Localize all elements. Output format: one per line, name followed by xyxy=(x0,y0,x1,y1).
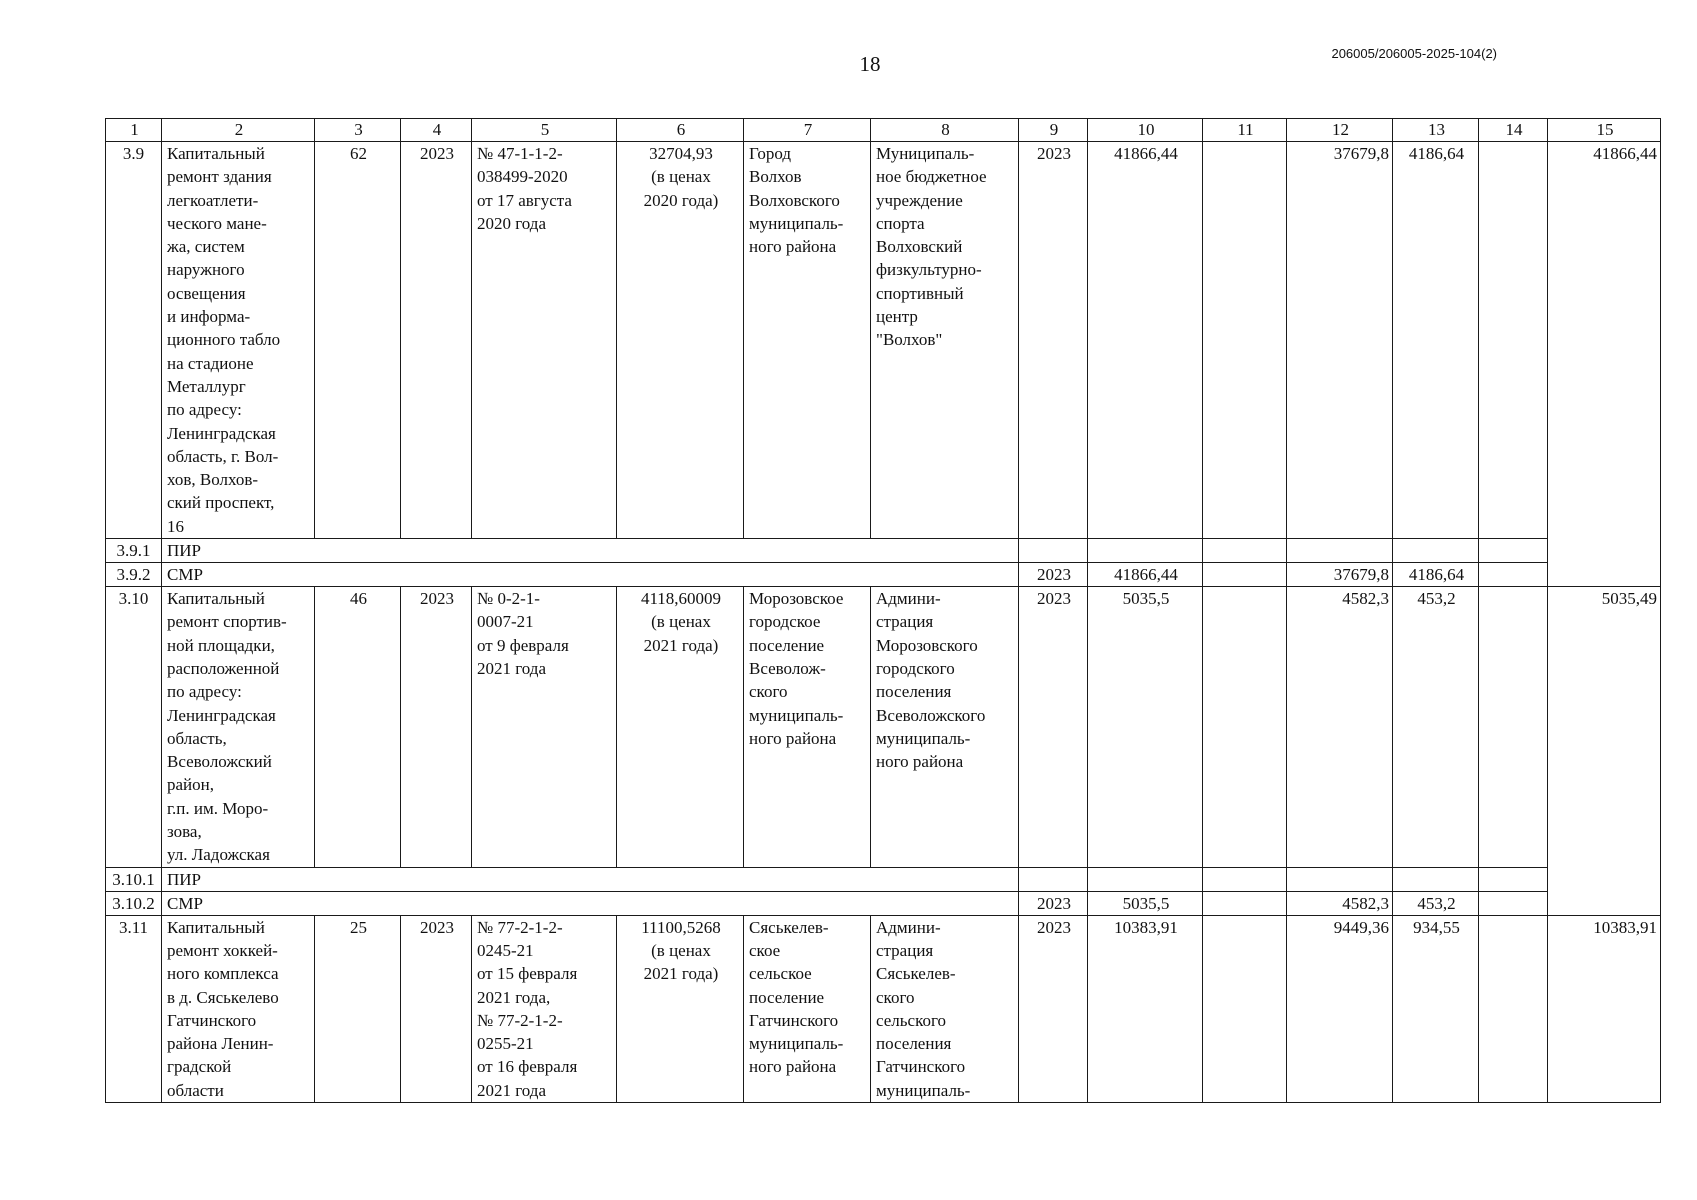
column-number: 15 xyxy=(1548,119,1661,142)
estimated-cost-cell: 11100,5268 (в ценах 2021 года) xyxy=(617,915,744,1102)
total-amount-cell: 10383,91 xyxy=(1088,915,1203,1102)
subrow-label-cell: ПИР xyxy=(162,867,1019,891)
subrow-value-cell xyxy=(1479,539,1548,563)
expertise-cell: № 47-1-1-2- 038499-2020 от 17 августа 2020 года xyxy=(472,142,617,539)
column-number-row xyxy=(106,119,1661,142)
amount-cell xyxy=(1479,915,1548,1102)
subrow-number-cell: 3.9.1 xyxy=(106,539,162,563)
object-name-cell: Капитальный ремонт спортив- ной площадки, расположенной по адресу: Ленинградская область, Всеволожский район, г.п. им. Моро- зова, ул. Ладожская xyxy=(162,587,315,868)
subrow-value-cell xyxy=(1203,563,1287,587)
document-code: 206005/206005-2025-104(2) xyxy=(1331,46,1497,61)
row-number-cell: 3.9 xyxy=(106,142,162,539)
column-number: 10 xyxy=(1088,119,1203,142)
customer-cell: Админи- страция Морозовского городского поселения Всеволожского муниципаль- ного района xyxy=(871,587,1019,868)
subrow-value-cell xyxy=(1088,539,1203,563)
subrow-label-cell: ПИР xyxy=(162,539,1019,563)
column-number: 11 xyxy=(1203,119,1287,142)
subrow-value-cell xyxy=(1203,891,1287,915)
subrow-value-cell xyxy=(1019,539,1088,563)
column-number: 7 xyxy=(744,119,871,142)
subrow xyxy=(106,539,1661,563)
limit-cell: 5035,49 xyxy=(1548,587,1661,916)
subrow-value-cell xyxy=(1479,867,1548,891)
subrow-value-cell xyxy=(1203,867,1287,891)
column-number: 14 xyxy=(1479,119,1548,142)
regional-budget-cell: 9449,36 xyxy=(1287,915,1393,1102)
subrow-value-cell xyxy=(1287,867,1393,891)
year-cell: 2023 xyxy=(401,587,472,868)
column-number: 3 xyxy=(315,119,401,142)
object-name-cell: Капитальный ремонт здания легкоатлети- ческого мане- жа, систем наружного освещения и информа- ционного табло на стадионе Металлург по адресу: Ленинградская область, г. Вол- хов, Волхов- ский проспект, 16 xyxy=(162,142,315,539)
municipality-cell: Морозовское городское поселение Всеволож- ского муниципаль- ного района xyxy=(744,587,871,868)
year-cell: 2023 xyxy=(1019,587,1088,868)
row-number-cell: 3.11 xyxy=(106,915,162,1102)
year-cell: 2023 xyxy=(1019,915,1088,1102)
expertise-cell: № 77-2-1-2- 0245-21 от 15 февраля 2021 года, № 77-2-1-2- 0255-21 от 16 февраля 2021 года xyxy=(472,915,617,1102)
subrow-value-cell xyxy=(1393,867,1479,891)
table-row xyxy=(106,915,1661,1102)
value-cell: 25 xyxy=(315,915,401,1102)
estimated-cost-cell: 4118,60009 (в ценах 2021 года) xyxy=(617,587,744,868)
expertise-cell: № 0-2-1- 0007-21 от 9 февраля 2021 года xyxy=(472,587,617,868)
column-number: 1 xyxy=(106,119,162,142)
total-amount-cell: 41866,44 xyxy=(1088,142,1203,539)
subrow-value-cell: 4582,3 xyxy=(1287,891,1393,915)
regional-budget-cell: 4582,3 xyxy=(1287,587,1393,868)
total-amount-cell: 5035,5 xyxy=(1088,587,1203,868)
municipality-cell: Город Волхов Волховского муниципаль- ного района xyxy=(744,142,871,539)
column-number: 12 xyxy=(1287,119,1393,142)
subrow-value-cell xyxy=(1287,539,1393,563)
page-number: 18 xyxy=(859,52,881,76)
subrow-label-cell: СМР xyxy=(162,563,1019,587)
subrow-value-cell xyxy=(1479,891,1548,915)
year-cell: 2023 xyxy=(401,142,472,539)
amount-cell xyxy=(1203,142,1287,539)
subrow xyxy=(106,867,1661,891)
column-number: 6 xyxy=(617,119,744,142)
customer-cell: Муниципаль- ное бюджетное учреждение спорта Волховский физкультурно- спортивный центр "Волхов" xyxy=(871,142,1019,539)
column-number: 2 xyxy=(162,119,315,142)
subrow xyxy=(106,891,1661,915)
column-number: 4 xyxy=(401,119,472,142)
limit-cell: 10383,91 xyxy=(1548,915,1661,1102)
subrow-value-cell: 41866,44 xyxy=(1088,563,1203,587)
value-cell: 46 xyxy=(315,587,401,868)
value-cell: 62 xyxy=(315,142,401,539)
subrow-value-cell: 5035,5 xyxy=(1088,891,1203,915)
subrow-value-cell: 2023 xyxy=(1019,563,1088,587)
subrow-label-cell: СМР xyxy=(162,891,1019,915)
column-number: 13 xyxy=(1393,119,1479,142)
table-row xyxy=(106,587,1661,868)
subrow xyxy=(106,563,1661,587)
subrow-value-cell: 453,2 xyxy=(1393,891,1479,915)
regional-budget-cell: 37679,8 xyxy=(1287,142,1393,539)
object-name-cell: Капитальный ремонт хоккей- ного комплекса в д. Сяськелево Гатчинского района Ленин- градской области xyxy=(162,915,315,1102)
year-cell: 2023 xyxy=(1019,142,1088,539)
municipality-cell: Сяськелев- ское сельское поселение Гатчинского муниципаль- ного района xyxy=(744,915,871,1102)
subrow-value-cell: 2023 xyxy=(1019,891,1088,915)
subrow-value-cell xyxy=(1088,867,1203,891)
subrow-value-cell: 4186,64 xyxy=(1393,563,1479,587)
amount-cell xyxy=(1203,915,1287,1102)
column-number: 5 xyxy=(472,119,617,142)
limit-cell: 41866,44 xyxy=(1548,142,1661,587)
investment-table xyxy=(105,118,1661,1103)
subrow-value-cell: 37679,8 xyxy=(1287,563,1393,587)
local-budget-cell: 934,55 xyxy=(1393,915,1479,1102)
column-number: 9 xyxy=(1019,119,1088,142)
subrow-value-cell xyxy=(1019,867,1088,891)
estimated-cost-cell: 32704,93 (в ценах 2020 года) xyxy=(617,142,744,539)
row-number-cell: 3.10 xyxy=(106,587,162,868)
year-cell: 2023 xyxy=(401,915,472,1102)
subrow-value-cell xyxy=(1203,539,1287,563)
subrow-value-cell xyxy=(1393,539,1479,563)
table-row xyxy=(106,142,1661,539)
amount-cell xyxy=(1479,587,1548,868)
column-number: 8 xyxy=(871,119,1019,142)
amount-cell xyxy=(1203,587,1287,868)
amount-cell xyxy=(1479,142,1548,539)
subrow-number-cell: 3.10.1 xyxy=(106,867,162,891)
local-budget-cell: 4186,64 xyxy=(1393,142,1479,539)
local-budget-cell: 453,2 xyxy=(1393,587,1479,868)
subrow-number-cell: 3.9.2 xyxy=(106,563,162,587)
subrow-value-cell xyxy=(1479,563,1548,587)
customer-cell: Админи- страция Сяськелев- ского сельского поселения Гатчинского муниципаль- xyxy=(871,915,1019,1102)
subrow-number-cell: 3.10.2 xyxy=(106,891,162,915)
